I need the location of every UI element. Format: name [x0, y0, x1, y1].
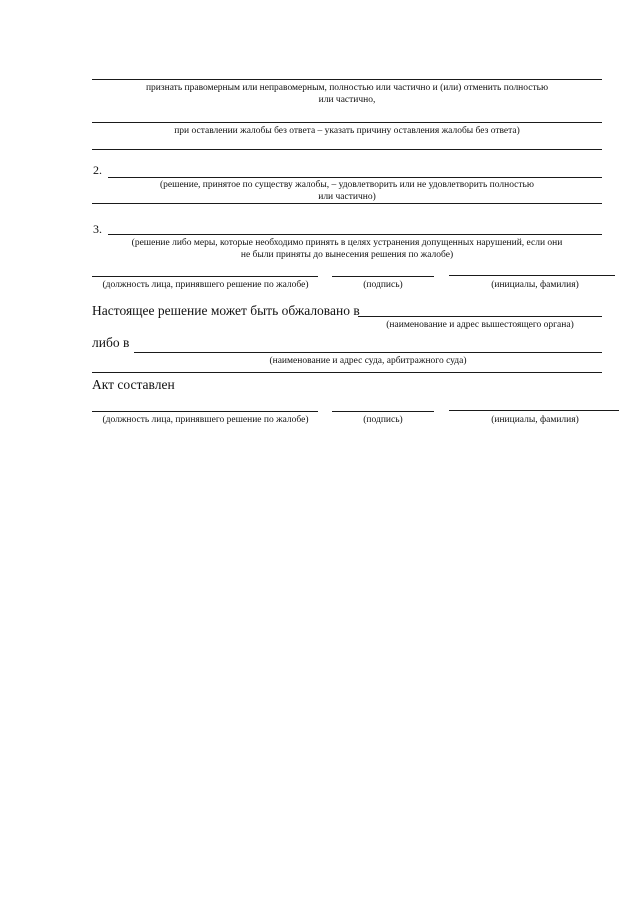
caption-measures-line-2: не были приняты до вынесения решения по жалобе) [240, 250, 454, 260]
item-3-line [108, 234, 602, 235]
caption-decision-line-1: (решение, принятое по существу жалобы, – удовлетворить или не удовлетворить полностью [160, 180, 534, 190]
caption-no-answer: при оставлении жалобы без ответа – указать причину оставления жалобы без ответа) [174, 126, 520, 136]
signature2-position-caption: (должность лица, принявшего решение по жалобе) [102, 415, 309, 425]
item-2-number: 2. [93, 163, 102, 177]
higher-body-line [358, 316, 602, 317]
signature1-position-line [92, 276, 318, 277]
court-line-1 [134, 352, 602, 353]
signature2-name-line [449, 410, 619, 411]
court-line-2 [92, 372, 602, 373]
signature1-name-line [449, 275, 615, 276]
reason-line [92, 122, 602, 123]
act-text: Акт составлен [92, 377, 175, 392]
caption-measures-line-1: (решение либо меры, которые необходимо принять в целях устранения допущенных нарушений, если они [131, 238, 563, 248]
caption-higher-body: (наименование и адрес вышестоящего органа) [386, 320, 574, 330]
item-2-line-2 [92, 203, 602, 204]
signature2-signature-line [332, 411, 434, 412]
appeal-text: Настоящее решение может быть обжаловано в [92, 303, 360, 318]
decision-line-1 [92, 79, 602, 80]
signature1-signature-line [332, 276, 434, 277]
caption-court: (наименование и адрес суда, арбитражного суда) [269, 356, 467, 366]
signature1-name-caption: (инициалы, фамилия) [491, 280, 579, 290]
item-2-line [108, 177, 602, 178]
caption-recognize-line-1: признать правомерным или неправомерным, полностью или частично и (или) отменить полностью [145, 83, 549, 93]
item-3-number: 3. [93, 222, 102, 236]
signature2-name-caption: (инициалы, фамилия) [491, 415, 579, 425]
caption-recognize-line-2: или частично, [318, 95, 376, 105]
signature1-position-caption: (должность лица, принявшего решение по жалобе) [102, 280, 309, 290]
signature2-position-line [92, 411, 318, 412]
or-text: либо в [92, 335, 130, 350]
signature1-signature-caption: (подпись) [363, 280, 403, 290]
reason-line-2 [92, 149, 602, 150]
caption-decision-line-2: или частично) [318, 192, 376, 202]
signature2-signature-caption: (подпись) [363, 415, 403, 425]
